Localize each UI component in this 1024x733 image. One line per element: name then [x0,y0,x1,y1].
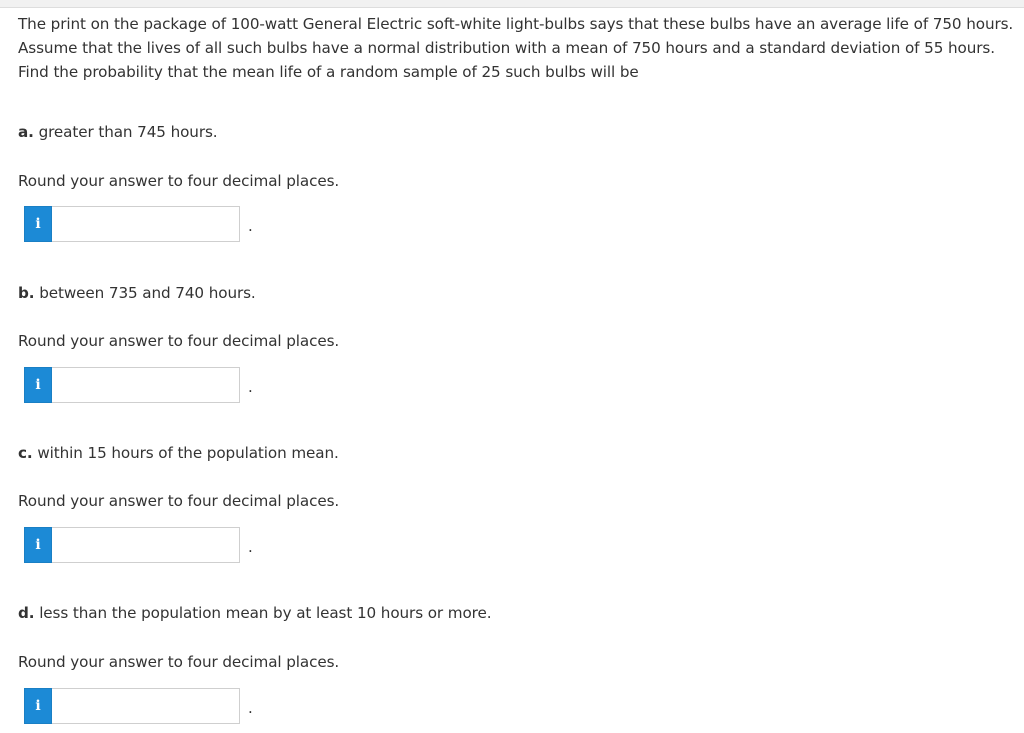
part-a-answer-input[interactable] [52,206,240,242]
part-d-prompt [18,603,491,623]
part-a-prompt [18,122,218,142]
part-b-text: between 735 and 740 hours. [39,284,256,302]
info-icon: i [35,216,41,232]
part-b-info-button[interactable] [24,367,52,403]
part-d-round-note: Round your answer to four decimal places. [18,653,340,671]
top-divider [0,0,1024,8]
part-a-info-button[interactable] [24,206,52,242]
part-a-round-note: Round your answer to four decimal places. [18,172,340,190]
part-b-round-note: Round your answer to four decimal places. [18,332,340,350]
part-c-info-button[interactable] [24,527,52,563]
part-c-letter: c. [18,444,33,462]
part-d-info-button[interactable] [24,688,52,724]
part-c-round-note: Round your answer to four decimal places. [18,492,340,510]
part-a-trailing-period: . [248,217,253,235]
part-b-prompt [18,283,256,303]
part-c-trailing-period: . [248,538,253,556]
part-c-text: within 15 hours of the population mean. [37,444,339,462]
info-icon: i [35,377,41,393]
part-a-letter: a. [18,123,34,141]
info-icon: i [35,698,41,714]
part-b-answer-input[interactable] [52,367,240,403]
part-b-answer-row [24,367,240,403]
part-d-letter: d. [18,604,35,622]
part-c-prompt [18,443,339,463]
part-d-answer-row [24,688,240,724]
part-c-answer-row [24,527,240,563]
part-b-letter: b. [18,284,35,302]
info-icon: i [35,537,41,553]
part-c-answer-input[interactable] [52,527,240,563]
question-text: The print on the package of 100-watt General Electric soft-white light-bulbs says that these bulbs have an average life of 750 hours. Assume that the lives of all such bulbs have a normal distribution with a mean of 750 hours and a standard deviation of 55 hours. Find the probability that the mean life of a random sample of 25 such bulbs will be [18,15,1014,81]
part-b-trailing-period: . [248,378,253,396]
part-d-text: less than the population mean by at least 10 hours or more. [39,604,492,622]
part-d-trailing-period: . [248,699,253,717]
part-a-text: greater than 745 hours. [38,123,218,141]
part-a-answer-row [24,206,240,242]
part-d-answer-input[interactable] [52,688,240,724]
